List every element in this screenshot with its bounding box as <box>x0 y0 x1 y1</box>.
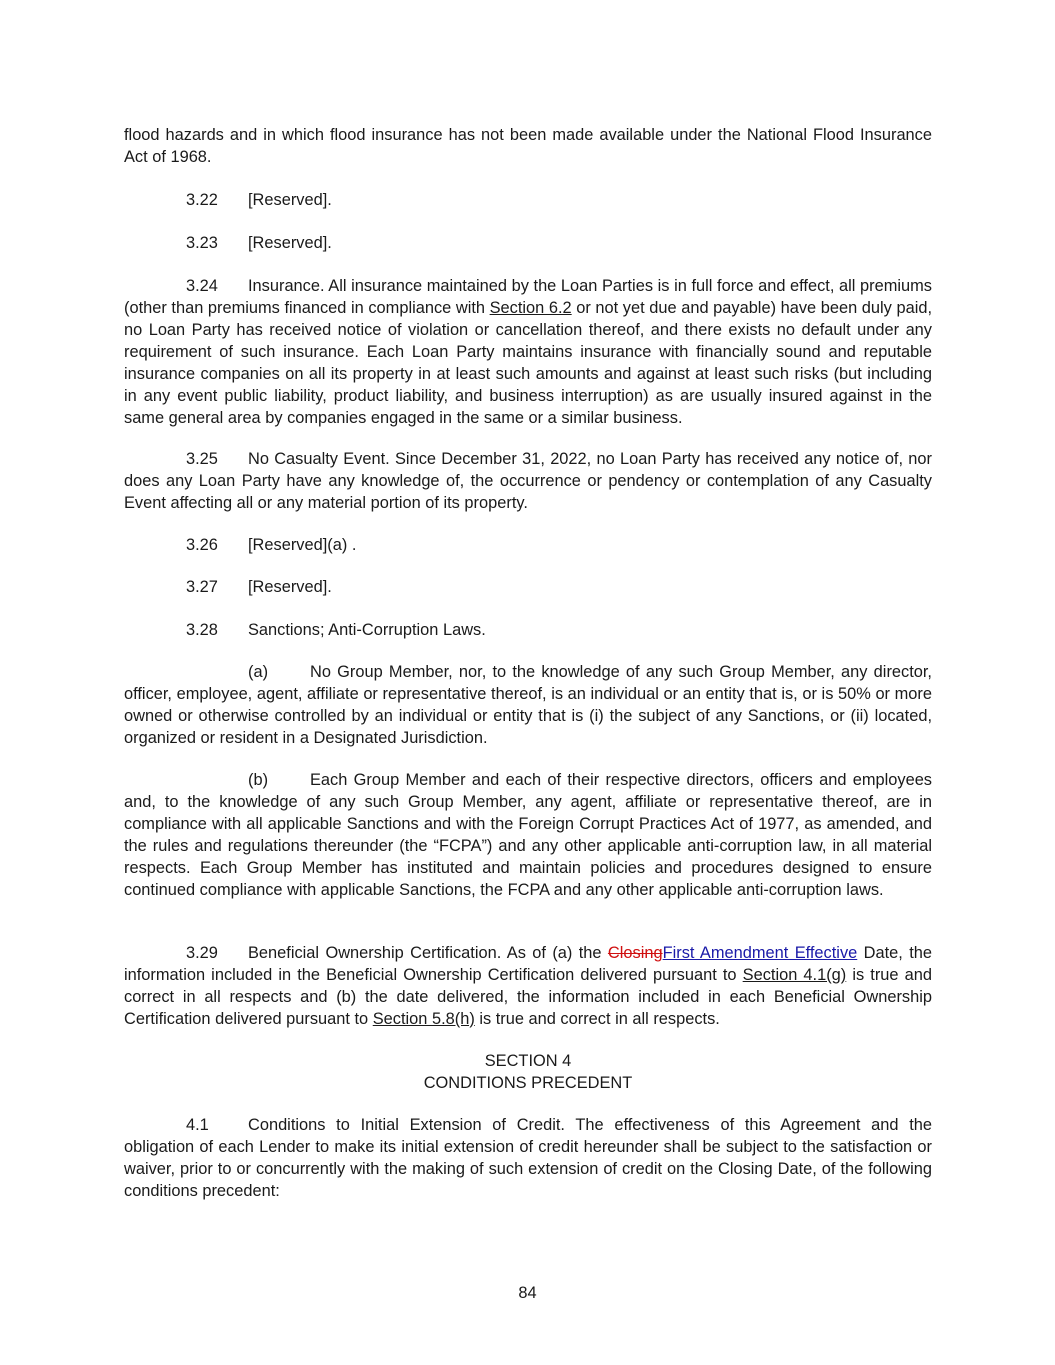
section-text: is true and correct in all respects and (b) the date delivered, the information included in each Beneficial Ownership Certification delivered pursuant to <box>124 966 932 1028</box>
section-heading: Beneficial Ownership Certification. <box>248 944 502 962</box>
section-3-23 <box>124 232 932 254</box>
section-reference-link[interactable]: Section 4.1(g) <box>742 966 847 984</box>
section-text: is true and correct in all respects. <box>474 1010 720 1028</box>
inserted-text: First Amendment Effective <box>662 944 858 962</box>
section-reference-link[interactable]: Section 5.8(h) <box>372 1010 475 1028</box>
section-3-24-insurance <box>124 275 932 429</box>
clause-text: No Group Member, nor, to the knowledge of any such Group Member, any director, officer, employee, agent, affiliate or representative thereof, is an individual or an entity that is, or is 50% or more owned or otherwise controlled by an individual or entity that is (i) the subject of any Sanctions, or (ii) located, organized or resident in a Designated Jurisdiction. <box>124 663 932 747</box>
section-number: 3.24 <box>186 277 218 295</box>
section-3-26 <box>124 534 932 556</box>
section-number: 3.22 <box>186 191 218 209</box>
section-heading: Conditions to Initial Extension of Credit. <box>248 1116 565 1134</box>
section-heading: Insurance. <box>248 277 325 295</box>
section-3-28-a <box>124 661 932 749</box>
section-text: or not yet due and payable) have been duly paid, no Loan Party has received notice of violation or cancellation thereof, and there exists no default under any requirement of such insurance. Each Loan Party maintains insurance with financially sound and reputable insurance companies on all its property in at least such amounts and against at least such risks (but including in any event public liability, product liability, and business interruption) as are usually insured against in the same general area by companies engaged in the same or a similar business. <box>124 299 933 427</box>
section-3-28 <box>124 619 932 641</box>
deleted-text: Closing <box>607 944 663 962</box>
section-heading: No Casualty Event. <box>248 450 390 468</box>
section-heading: Sanctions; Anti-Corruption Laws. <box>248 621 486 639</box>
section-reference-link[interactable]: Section 6.2 <box>489 299 572 317</box>
section-3-27 <box>124 576 932 598</box>
section-number: 3.26 <box>186 536 218 554</box>
section-number: 3.28 <box>186 621 218 639</box>
section-text: [Reserved](a) . <box>248 536 357 554</box>
section-4-heading: SECTION 4 <box>484 1052 572 1070</box>
section-number: 3.23 <box>186 234 218 252</box>
section-number: 3.27 <box>186 578 218 596</box>
page-number: 84 <box>518 1284 537 1302</box>
section-3-28-b <box>124 769 932 901</box>
section-text: As of (a) the <box>501 944 608 962</box>
section-text: [Reserved]. <box>248 234 332 252</box>
section-text: Date, the information included in the Beneficial Ownership Certification delivered pursuant to <box>124 944 932 984</box>
section-3-25-casualty <box>124 448 932 514</box>
section-3-29-beneficial-ownership <box>124 942 932 1030</box>
section-4-1-conditions <box>124 1114 932 1202</box>
section-number: 3.29 <box>186 944 218 962</box>
section-text: The effectiveness of this Agreement and the obligation of each Lender to make its initial extension of credit hereunder shall be subject to the satisfaction or waiver, prior to or concurrently with the making of such extension of credit on the Closing Date, of the following conditions precedent: <box>124 1116 932 1200</box>
section-text: Since December 31, 2022, no Loan Party has received any notice of, nor does any Loan Party have any knowledge of, the occurrence or pendency or contemplation of any Casualty Event affecting all or any material portion of its property. <box>124 450 932 512</box>
clause-label: (b) <box>248 771 269 789</box>
section-text: [Reserved]. <box>248 191 332 209</box>
section-4-title: CONDITIONS PRECEDENT <box>423 1074 633 1092</box>
section-text: All insurance maintained by the Loan Parties is in full force and effect, all premiums (other than premiums financed in compliance with <box>124 277 932 317</box>
clause-text: Each Group Member and each of their respective directors, officers and employees and, to the knowledge of any such Group Member, any agent, affiliate or representative thereof, are in compliance with all applicable Sanctions and with the Foreign Corrupt Practices Act of 1977, as amended, and the rules and regulations thereunder (the “FCPA”) and any other applicable anti-corruption law, in all material respects. Each Group Member has instituted and maintain policies and procedures designed to ensure continued compliance with applicable Sanctions, the FCPA and any other applicable anti-corruption laws. <box>124 771 932 899</box>
section-number: 3.25 <box>186 450 218 468</box>
section-number: 4.1 <box>186 1116 209 1134</box>
section-text: [Reserved]. <box>248 578 332 596</box>
paragraph-flood-hazards: flood hazards and in which flood insurance has not been made available under the National Flood Insurance Act of 1968. <box>124 126 932 166</box>
clause-label: (a) <box>248 663 269 681</box>
section-3-22 <box>124 189 932 211</box>
